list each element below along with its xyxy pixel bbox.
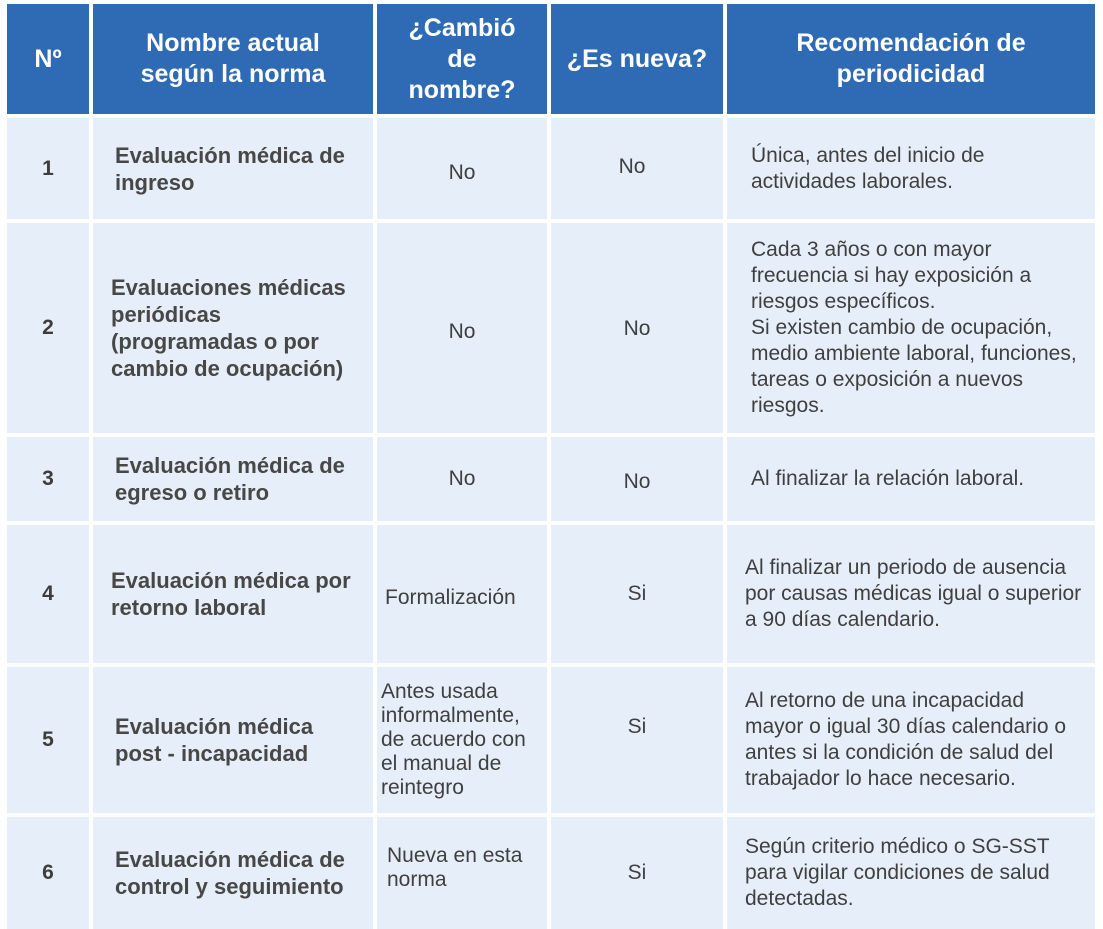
row-5-is-new [551, 667, 723, 813]
header-name [93, 4, 373, 114]
header-is-new-label: ¿Es nueva? [566, 44, 708, 73]
row-4-is-new [551, 525, 723, 663]
is-new-value: No [623, 317, 651, 340]
row-4-recommendation [727, 525, 1095, 663]
is-new-value: No [618, 154, 646, 178]
row-2-num [7, 223, 89, 433]
evaluation-name: Evaluación médica por retorno laboral [111, 568, 351, 620]
row-3-is-new [551, 437, 723, 521]
is-new-value: No [623, 470, 651, 493]
evaluation-name: Evaluación médica de control y seguimiento [115, 847, 345, 899]
row-6-is-new [551, 817, 723, 929]
row-5-changed [377, 667, 547, 813]
row-3-name [93, 437, 373, 521]
evaluation-name: Evaluación médica de ingreso [115, 142, 345, 195]
row-1-is-new [551, 118, 723, 219]
row-6-recommendation [727, 817, 1095, 929]
row-1-recommendation [727, 118, 1095, 219]
is-new-value: Si [627, 715, 647, 738]
row-1-num [7, 118, 89, 219]
header-is-new [551, 4, 723, 114]
row-1-name [93, 118, 373, 219]
row-2-is-new [551, 223, 723, 433]
changed-value: No [448, 467, 476, 490]
row-number: 5 [42, 728, 54, 751]
changed-value: Antes usada informalmente, de acuerdo con el manual de reintegro [381, 680, 526, 799]
header-changed-label: ¿Cambió de nombre? [408, 13, 516, 104]
row-2-changed [377, 223, 547, 433]
row-4-name [93, 525, 373, 663]
header-recommendation-label: Recomendación de periodicidad [796, 29, 1026, 88]
row-5-num [7, 667, 89, 813]
is-new-value: Si [627, 582, 647, 605]
row-3-changed [377, 437, 547, 521]
changed-value: No [448, 160, 476, 184]
evaluation-name: Evaluaciones médicas periódicas (programadas o por cambio de ocupación) [111, 275, 346, 381]
medical-evaluations-table [7, 4, 1091, 924]
header-name-label: Nombre actual según la norma [140, 29, 326, 88]
changed-value: No [448, 320, 476, 343]
header-changed [377, 4, 547, 114]
row-4-changed [377, 525, 547, 663]
recommendation-text: Cada 3 años o con mayor frecuencia si hay exposición a riesgos específicos. Si existen cambio de ocupación, medio ambiente laboral, funciones, tareas o exposición a nuevos riesgos. [751, 238, 1077, 417]
row-6-num [7, 817, 89, 929]
header-num-label: Nº [34, 44, 62, 73]
evaluation-name: Evaluación médica post - incapacidad [115, 714, 314, 766]
changed-value: Nueva en esta norma [387, 844, 523, 891]
changed-value: Formalización [385, 586, 516, 609]
row-6-name [93, 817, 373, 929]
row-number: 4 [42, 582, 54, 605]
recommendation-text: Única, antes del inicio de actividades laborales. [751, 143, 985, 193]
row-5-recommendation [727, 667, 1095, 813]
recommendation-text: Al retorno de una incapacidad mayor o igual 30 días calendario o antes si la condición de salud del trabajador lo hace necesario. [745, 689, 1067, 790]
row-1-changed [377, 118, 547, 219]
is-new-value: Si [627, 861, 647, 884]
row-4-num [7, 525, 89, 663]
recommendation-text: Según criterio médico o SG-SST para vigilar condiciones de salud detectadas. [745, 835, 1050, 910]
row-number: 6 [42, 861, 54, 884]
row-number: 2 [42, 316, 54, 339]
row-2-name [93, 223, 373, 433]
row-number: 3 [42, 467, 54, 490]
header-recommendation [727, 4, 1095, 114]
recommendation-text: Al finalizar la relación laboral. [751, 467, 1025, 490]
row-6-changed [377, 817, 547, 929]
evaluation-name: Evaluación médica de egreso o retiro [115, 453, 345, 505]
recommendation-text: Al finalizar un periodo de ausencia por causas médicas igual o superior a 90 días calendario. [745, 556, 1082, 631]
header-num [7, 4, 89, 114]
row-number: 1 [42, 156, 54, 180]
row-5-name [93, 667, 373, 813]
row-3-num [7, 437, 89, 521]
row-2-recommendation [727, 223, 1095, 433]
row-3-recommendation [727, 437, 1095, 521]
